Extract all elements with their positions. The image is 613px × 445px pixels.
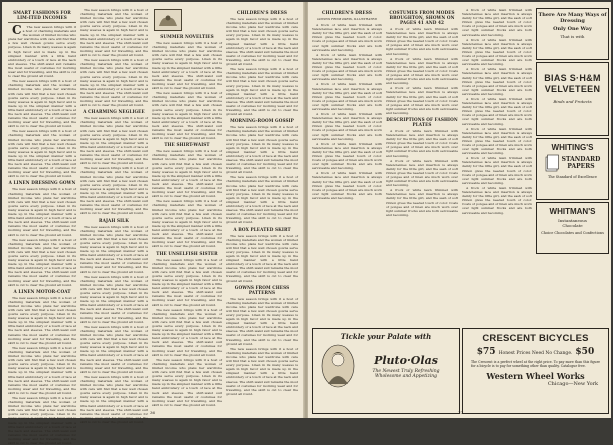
left-column-3: SUMMER NOVELTIES The new season brings with it a host of charming materials and the woman of limited income who plans her wardrobe with care will find that a few well chosen gowns serve every purpose. Linen in its many weaves is again in high favor and is made up in the simplest manner with a little hand embroidery or a touch of lace at the neck and sleeves. The shirt-waist suit remains the most useful of costumes for morning wear and for travelling, and the skirt is cut to clear the ground all round. The new season brings with it a host of charming materials and the woman of limited income who plans her wardrobe with care will find that a few well chosen gowns serve every purpose. Linen in its many weaves is again in high favor and is made up in the simplest manner with a little hand embroidery or a touch of lace at the neck and sleeves. The shirt-waist suit remains the most useful of costumes for morning wear and for travelling, and the skirt is cut to clear the ground all round. THE SHIRT-WAIST The new season brings with it a host of charming materials and the woman of limited income who plans her wardrobe with care will find that a few well chosen gowns serve every purpose. Linen in its many weaves is again in high favor and is made up in the simplest manner with a little hand embroidery or a touch of lace at the neck and sleeves. The shirt-waist suit remains the most useful of costumes for morning wear and for travelling, and the skirt is cut to clear the ground all round. The new season brings with it a host of charming materials and the woman of limited income who plans her wardrobe with care will find that a few well chosen gowns serve every purpose. Linen in its many weaves is again in high favor and is made up in the simplest manner with a little hand embroidery or a touch of lace at the neck and sleeves. The shirt-waist suit remains the most useful of costumes for morning wear and for travelling, and the skirt is cut to clear the ground all round. THE UNSELFISH SISTER The new season brings with it a host of charming materials and the woman of limited income who plans her wardrobe with care will find that a few well chosen gowns serve every purpose. Linen in its many weaves is again in high favor and is made up in the simplest manner with a little hand embroidery or a touch of lace at the neck and sleeves. The shirt-waist suit remains the most useful of costumes for morning wear and for travelling, and the skirt is cut to clear the ground all round. The new season brings with it a host of charming materials and the woman of limited income who plans her wardrobe with care will find that a few well chosen gowns serve every purpose. Linen in its many weaves is again in high favor and is made up in the simplest manner with a little hand embroidery or a touch of lace at the neck and sleeves. The shirt-waist suit remains the most useful of costumes for morning wear and for travelling, and the skirt is cut to clear the ground all round. The new season brings with it a host of charming materials and the woman of limited income who plans her wardrobe with care will find that a few well chosen gowns serve every purpose. Linen in its many weaves is again in high favor and is made up in the simplest manner with a little hand embroidery or a touch of lace at the neck and sleeves. The shirt-waist suit remains the most useful of costumes for morning wear and for travelling, and the skirt is cut to clear the ground all round.: [152, 34, 222, 407]
section-heading: A LINEN DRESSING GOWN: [8, 180, 76, 186]
ad-title: CRESCENT BICYCLES: [482, 333, 589, 344]
section-heading: RAJAH SILK: [99, 217, 129, 223]
section-heading: THE UNSELFISH SISTER: [156, 250, 218, 256]
tickle-palate-ad: Tickle your Palate with Pluto·Olas The Newest Truly Refreshing Wholesome and Appetizing: [312, 328, 460, 414]
section-heading: SUMMER NOVELTIES: [160, 34, 214, 39]
section-subheading: GOWNS FROM PARIS, ILLUSTRATED: [317, 17, 377, 21]
velveteen-ad: BIAS S·H&M VELVETEEN Binds and Protects: [536, 62, 609, 136]
page-number: 36: [150, 410, 156, 415]
section-heading: MORNING-ROOM GOSSIP: [230, 118, 294, 124]
velveteen-brand: BIAS S·H&M VELVETEEN: [544, 73, 601, 94]
section-heading: COSTUMES FROM MODES BROUGHTON, SHOWN ON PAGES 41 AND 42: [389, 10, 455, 25]
left-column-2: The new season brings with it a host of charming materials and the woman of limited income who plans her wardrobe with care will find that a few well chosen gowns serve every purpose. Linen in its many weaves is again in high favor and is made up in the simplest manner with a little hand embroidery or a touch of lace at the neck and sleeves. The shirt-waist suit remains the most useful of costumes for morning wear and for travelling, and the skirt is cut to clear the ground all round. The new season brings with it a host of charming materials and the woman of limited income who plans her wardrobe with care will find that a few well chosen gowns serve every purpose. Linen in its many weaves is again in high favor and is made up in the simplest manner with a little hand embroidery or a touch of lace at the neck and sleeves. The shirt-waist suit remains the most useful of costumes for morning wear and for travelling, and the skirt is cut to clear the ground all round. A CHARMING NEGLIGEE The new season brings with it a host of charming materials and the woman of limited income who plans her wardrobe with care will find that a few well chosen gowns serve every purpose. Linen in its many weaves is again in high favor and is made up in the simplest manner with a little hand embroidery or a touch of lace at the neck and sleeves. The shirt-waist suit remains the most useful of costumes for morning wear and for travelling, and the skirt is cut to clear the ground all round. The new season brings with it a host of charming materials and the woman of limited income who plans her wardrobe with care will find that a few well chosen gowns serve every purpose. Linen in its many weaves is again in high favor and is made up in the simplest manner with a little hand embroidery or a touch of lace at the neck and sleeves. The shirt-waist suit remains the most useful of costumes for morning wear and for travelling, and the skirt is cut to clear the ground all round. RAJAH SILK The new season brings with it a host of charming materials and the woman of limited income who plans her wardrobe with care will find that a few well chosen gowns serve every purpose. Linen in its many weaves is again in high favor and is made up in the simplest manner with a little hand embroidery or a touch of lace at the neck and sleeves. The shirt-waist suit remains the most useful of costumes for morning wear and for travelling, and the skirt is cut to clear the ground all round. The new season brings with it a host of charming materials and the woman of limited income who plans her wardrobe with care will find that a few well chosen gowns serve every purpose. Linen in its many weaves is again in high favor and is made up in the simplest manner with a little hand embroidery or a touch of lace at the neck and sleeves. The shirt-waist suit remains the most useful of costumes for morning wear and for travelling, and the skirt is cut to clear the ground all round. The new season brings with it a host of charming materials and the woman of limited income who plans her wardrobe with care will find that a few well chosen gowns serve every purpose. Linen in its many weaves is again in high favor and is made up in the simplest manner with a little hand embroidery or a touch of lace at the neck and sleeves. The shirt-waist suit remains the most useful of costumes for morning wear and for travelling, and the skirt is cut to clear the ground all round. The new season brings with it a host of charming materials and the woman of limited income who plans her wardrobe with care will find that a few well chosen gowns serve every purpose. Linen in its many weaves is again in high favor and is made up in the simplest manner with a little hand embroidery or a touch of lace at the neck and sleeves. The shirt-waist suit remains the most useful of costumes for morning wear and for travelling, and the skirt is cut to clear the ground all round.: [80, 8, 148, 424]
right-column-1: CHILDREN'S DRESS GOWNS FROM PARIS, ILLUSTRATED A frock of white lawn trimmed with Valenciennes lace and insertion is always dainty for the little girl, and the sash of soft ribbon gives the needed touch of color. Coats of pongee and of linen are much worn over light summer frocks and are both serviceable and becoming. A frock of white lawn trimmed with Valenciennes lace and insertion is always dainty for the little girl, and the sash of soft ribbon gives the needed touch of color. Coats of pongee and of linen are much worn over light summer frocks and are both serviceable and becoming. A frock of white lawn trimmed with Valenciennes lace and insertion is always dainty for the little girl, and the sash of soft ribbon gives the needed touch of color. Coats of pongee and of linen are much worn over light summer frocks and are both serviceable and becoming. A frock of white lawn trimmed with Valenciennes lace and insertion is always dainty for the little girl, and the sash of soft ribbon gives the needed touch of color. Coats of pongee and of linen are much worn over light summer frocks and are both serviceable and becoming. A frock of white lawn trimmed with Valenciennes lace and insertion is always dainty for the little girl, and the sash of soft ribbon gives the needed touch of color. Coats of pongee and of linen are much worn over light summer frocks and are both serviceable and becoming. A frock of white lawn trimmed with Valenciennes lace and insertion is always dainty for the little girl, and the sash of soft ribbon gives the needed touch of color. Coats of pongee and of linen are much worn over light summer frocks and are both serviceable and becoming.: [312, 10, 382, 200]
crescent-bicycles-ad: CRESCENT BICYCLES $75 Honest Prices Need No Change. $50 The Crescent is a perfect wheel at the right price. To pay more than this figure for a bicycle is to pay for something other than quality. Catalogue free. Western Wheel Works Chicago—New York: [462, 328, 609, 414]
many-ways-ad: There Are Many Ways of Dressing Only One Way That is with: [536, 8, 609, 60]
left-column-4: CHILDREN'S DRESS The new season brings with it a host of charming materials and the woman of limited income who plans her wardrobe with care will find that a few well chosen gowns serve every purpose. Linen in its many weaves is again in high favor and is made up in the simplest manner with a little hand embroidery or a touch of lace at the neck and sleeves. The shirt-waist suit remains the most useful of costumes for morning wear and for travelling, and the skirt is cut to clear the ground all round. The new season brings with it a host of charming materials and the woman of limited income who plans her wardrobe with care will find that a few well chosen gowns serve every purpose. Linen in its many weaves is again in high favor and is made up in the simplest manner with a little hand embroidery or a touch of lace at the neck and sleeves. The shirt-waist suit remains the most useful of costumes for morning wear and for travelling, and the skirt is cut to clear the ground all round. MORNING-ROOM GOSSIP The new season brings with it a host of charming materials and the woman of limited income who plans her wardrobe with care will find that a few well chosen gowns serve every purpose. Linen in its many weaves is again in high favor and is made up in the simplest manner with a little hand embroidery or a touch of lace at the neck and sleeves. The shirt-waist suit remains the most useful of costumes for morning wear and for travelling, and the skirt is cut to clear the ground all round. The new season brings with it a host of charming materials and the woman of limited income who plans her wardrobe with care will find that a few well chosen gowns serve every purpose. Linen in its many weaves is again in high favor and is made up in the simplest manner with a little hand embroidery or a touch of lace at the neck and sleeves. The shirt-waist suit remains the most useful of costumes for morning wear and for travelling, and the skirt is cut to clear the ground all round. A BOX PLEATED SKIRT The new season brings with it a host of charming materials and the woman of limited income who plans her wardrobe with care will find that a few well chosen gowns serve every purpose. Linen in its many weaves is again in high favor and is made up in the simplest manner with a little hand embroidery or a touch of lace at the neck and sleeves. The shirt-waist suit remains the most useful of costumes for morning wear and for travelling, and the skirt is cut to clear the ground all round. GOWNS FROM CHESS PATTERNS The new season brings with it a host of charming materials and the woman of limited income who plans her wardrobe with care will find that a few well chosen gowns serve every purpose. Linen in its many weaves is again in high favor and is made up in the simplest manner with a little hand embroidery or a touch of lace at the neck and sleeves. The shirt-waist suit remains the most useful of costumes for morning wear and for travelling, and the skirt is cut to clear the ground all round. The new season brings with it a host of charming materials and the woman of limited income who plans her wardrobe with care will find that a few well chosen gowns serve every purpose. Linen in its many weaves is again in high favor and is made up in the simplest manner with a little hand embroidery or a touch of lace at the neck and sleeves. The shirt-waist suit remains the most useful of costumes for morning wear and for travelling, and the skirt is cut to clear the ground all round.: [226, 10, 298, 396]
section-heading: THE SHIRT-WAIST: [164, 142, 210, 148]
section-heading: A LINEN MOTOR-COAT: [13, 288, 71, 294]
left-column-1: SMART FASHIONS FOR LIM-ITED INCOMES C The new season brings with it a host of charming materials and the woman of limited income who plans her wardrobe with care will find that a few well chosen gowns serve every purpose. Linen in its many weaves is again in high favor and is made up in the simplest manner with a little hand embroidery or a touch of lace at the neck and sleeves. The shirt-waist suit remains the most useful of costumes for morning wear and for travelling, and the skirt is cut to clear the ground all round. The new season brings with it a host of charming materials and the woman of limited income who plans her wardrobe with care will find that a few well chosen gowns serve every purpose. Linen in its many weaves is again in high favor and is made up in the simplest manner with a little hand embroidery or a touch of lace at the neck and sleeves. The shirt-waist suit remains the most useful of costumes for morning wear and for travelling, and the skirt is cut to clear the ground all round. The new season brings with it a host of charming materials and the woman of limited income who plans her wardrobe with care will find that a few well chosen gowns serve every purpose. Linen in its many weaves is again in high favor and is made up in the simplest manner with a little hand embroidery or a touch of lace at the neck and sleeves. The shirt-waist suit remains the most useful of costumes for morning wear and for travelling, and the skirt is cut to clear the ground all round. A LINEN DRESSING GOWN The new season brings with it a host of charming materials and the woman of limited income who plans her wardrobe with care will find that a few well chosen gowns serve every purpose. Linen in its many weaves is again in high favor and is made up in the simplest manner with a little hand embroidery or a touch of lace at the neck and sleeves. The shirt-waist suit remains the most useful of costumes for morning wear and for travelling, and the skirt is cut to clear the ground all round. The new season brings with it a host of charming materials and the woman of limited income who plans her wardrobe with care will find that a few well chosen gowns serve every purpose. Linen in its many weaves is again in high favor and is made up in the simplest manner with a little hand embroidery or a touch of lace at the neck and sleeves. The shirt-waist suit remains the most useful of costumes for morning wear and for travelling, and the skirt is cut to clear the ground all round. A LINEN MOTOR-COAT The new season brings with it a host of charming materials and the woman of limited income who plans her wardrobe with care will find that a few well chosen gowns serve every purpose. Linen in its many weaves is again in high favor and is made up in the simplest manner with a little hand embroidery or a touch of lace at the neck and sleeves. The shirt-waist suit remains the most useful of costumes for morning wear and for travelling, and the skirt is cut to clear the ground all round. The new season brings with it a host of charming materials and the woman of limited income who plans her wardrobe with care will find that a few well chosen gowns serve every purpose. Linen in its many weaves is again in high favor and is made up in the simplest manner with a little hand embroidery or a touch of lace at the neck and sleeves. The shirt-waist suit remains the most useful of costumes for morning wear and for travelling, and the skirt is cut to clear the ground all round. The new season brings with it a host of charming materials and the woman of limited income who plans her wardrobe with care will find that a few well chosen gowns serve every purpose. Linen in its many weaves is again in high favor and is made up in the simplest manner with a little hand embroidery or a touch of lace at the neck and sleeves. The shirt-waist suit remains the most useful of costumes for morning wear and for travelling, and the skirt is cut to clear the ground all round.: [8, 10, 76, 445]
section-heading: GOWNS FROM CHESS PATTERNS: [234, 284, 290, 295]
illustration-vignette: [154, 9, 182, 31]
right-page: [308, 2, 611, 418]
section-heading: DESCRIPTIONS OF FASHION PLATES: [386, 116, 458, 127]
whitings-ad: WHITING'S STANDARD PAPERS The Standard of Excellence: [536, 138, 609, 200]
drop-cap: C: [12, 23, 22, 37]
section-heading: CHILDREN'S DRESS: [237, 10, 287, 15]
paper-stack-icon: [545, 154, 559, 172]
woman-portrait-icon: [321, 344, 355, 388]
article-title: SMART FASHIONS FOR LIM-ITED INCOMES: [13, 10, 71, 20]
right-column-2: COSTUMES FROM MODES BROUGHTON, SHOWN ON PAGES 41 AND 42 A frock of white lawn trimmed with Valenciennes lace and insertion is always dainty for the little girl, and the sash of soft ribbon gives the needed touch of color. Coats of pongee and of linen are much worn over light summer frocks and are both serviceable and becoming. A frock of white lawn trimmed with Valenciennes lace and insertion is always dainty for the little girl, and the sash of soft ribbon gives the needed touch of color. Coats of pongee and of linen are much worn over light summer frocks and are both serviceable and becoming. A frock of white lawn trimmed with Valenciennes lace and insertion is always dainty for the little girl, and the sash of soft ribbon gives the needed touch of color. Coats of pongee and of linen are much worn over light summer frocks and are both serviceable and becoming. DESCRIPTIONS OF FASHION PLATES A frock of white lawn trimmed with Valenciennes lace and insertion is always dainty for the little girl, and the sash of soft ribbon gives the needed touch of color. Coats of pongee and of linen are much worn over light summer frocks and are both serviceable and becoming. A frock of white lawn trimmed with Valenciennes lace and insertion is always dainty for the little girl, and the sash of soft ribbon gives the needed touch of color. Coats of pongee and of linen are much worn over light summer frocks and are both serviceable and becoming. A frock of white lawn trimmed with Valenciennes lace and insertion is always dainty for the little girl, and the sash of soft ribbon gives the needed touch of color. Coats of pongee and of linen are much worn over light summer frocks and are both serviceable and becoming.: [386, 10, 458, 217]
section-heading: A CHARMING NEGLIGEE: [83, 109, 145, 115]
magazine-spread: [2, 2, 611, 445]
whitmans-ad: WHITMAN'S Instantaneous Chocolate Choice Chocolates and Confections: [536, 202, 609, 254]
section-heading: A BOX PLEATED SKIRT: [233, 226, 291, 232]
brand-name: Pluto·Olas: [374, 353, 438, 367]
section-heading: CHILDREN'S DRESS: [322, 10, 372, 15]
right-column-3: A frock of white lawn trimmed with Valenciennes lace and insertion is always dainty for the little girl, and the sash of soft ribbon gives the needed touch of color. Coats of pongee and of linen are much worn over light summer frocks and are both serviceable and becoming. A frock of white lawn trimmed with Valenciennes lace and insertion is always dainty for the little girl, and the sash of soft ribbon gives the needed touch of color. Coats of pongee and of linen are much worn over light summer frocks and are both serviceable and becoming. A frock of white lawn trimmed with Valenciennes lace and insertion is always dainty for the little girl, and the sash of soft ribbon gives the needed touch of color. Coats of pongee and of linen are much worn over light summer frocks and are both serviceable and becoming. A frock of white lawn trimmed with Valenciennes lace and insertion is always dainty for the little girl, and the sash of soft ribbon gives the needed touch of color. Coats of pongee and of linen are much worn over light summer frocks and are both serviceable and becoming. A frock of white lawn trimmed with Valenciennes lace and insertion is always dainty for the little girl, and the sash of soft ribbon gives the needed touch of color. Coats of pongee and of linen are much worn over light summer frocks and are both serviceable and becoming. A frock of white lawn trimmed with Valenciennes lace and insertion is always dainty for the little girl, and the sash of soft ribbon gives the needed touch of color. Coats of pongee and of linen are much worn over light summer frocks and are both serviceable and becoming. A frock of white lawn trimmed with Valenciennes lace and insertion is always dainty for the little girl, and the sash of soft ribbon gives the needed touch of color. Coats of pongee and of linen are much worn over light summer frocks and are both serviceable and becoming.: [462, 8, 532, 215]
left-page: [2, 2, 304, 445]
page-number: 37: [458, 410, 464, 415]
